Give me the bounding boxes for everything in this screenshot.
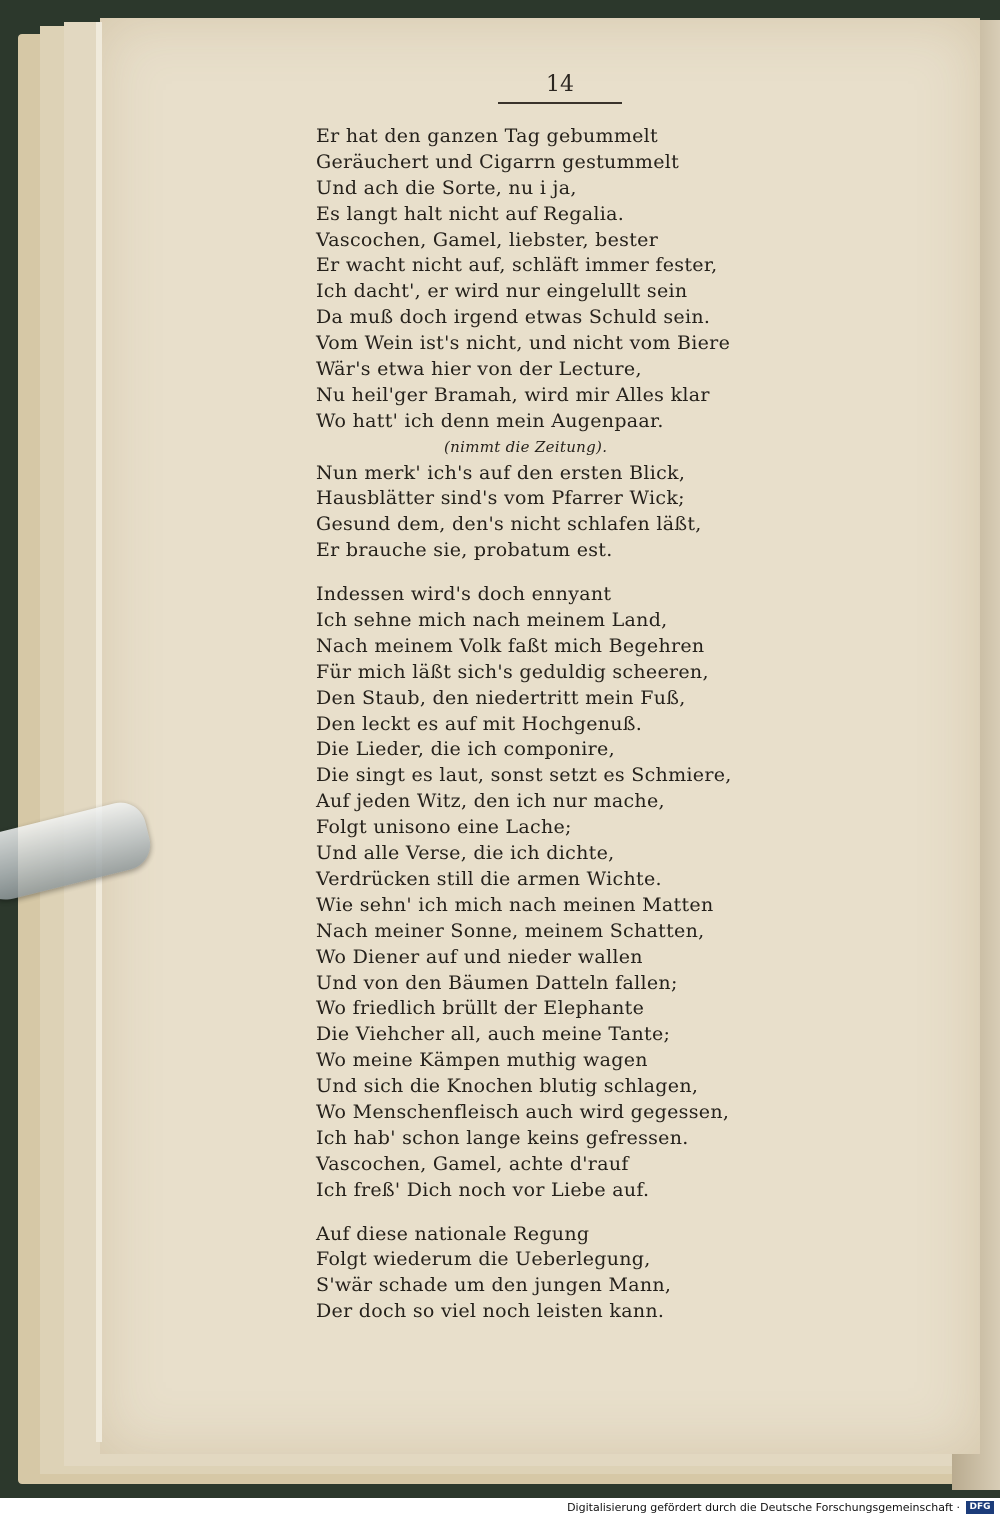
funding-notice: Digitalisierung gefördert durch die Deutsche Forschungsgemeinschaft · xyxy=(567,1501,960,1514)
poem-line: Nun merk' ich's auf den ersten Blick, xyxy=(316,461,686,484)
poem-line: Wo Menschenfleisch auch wird gegessen, xyxy=(316,1100,730,1123)
poem-line: Nu heil'ger Bramah, wird mir Alles klar xyxy=(316,383,710,406)
poem-line: Wo friedlich brüllt der Elephante xyxy=(316,997,645,1020)
page-edge xyxy=(96,22,102,1442)
poem-line: Wo Diener auf und nieder wallen xyxy=(316,945,643,968)
poem-line: Vascochen, Gamel, liebster, bester xyxy=(316,228,659,251)
poem-line: Auf diese nationale Regung xyxy=(316,1222,590,1245)
poem-line: Verdrücken still die armen Wichte. xyxy=(316,867,662,890)
dfg-logo: DFG xyxy=(966,1501,994,1514)
poem-line: Er hat den ganzen Tag gebummelt xyxy=(316,125,658,147)
poem-line: Folgt unisono eine Lache; xyxy=(316,816,572,839)
poem-line: Er brauche sie, probatum est. xyxy=(316,539,613,562)
poem-line: Wär's etwa hier von der Lecture, xyxy=(316,358,642,381)
poem-line: Nach meinem Volk faßt mich Begehren xyxy=(316,634,705,657)
poem-line: Ich hab' schon lange keins gefressen. xyxy=(316,1126,689,1149)
poem-line: Er wacht nicht auf, schläft immer fester, xyxy=(316,254,718,277)
stage-direction: (nimmt die Zeitung). xyxy=(444,437,608,456)
poem-line: S'wär schade um den jungen Mann, xyxy=(316,1274,672,1297)
poem-line: Ich freß' Dich noch vor Liebe auf. xyxy=(316,1178,650,1201)
poem-line: Die Viehcher all, auch meine Tante; xyxy=(316,1023,671,1046)
poem-line: Hausblätter sind's vom Pfarrer Wick; xyxy=(316,487,685,510)
poem-line: Die singt es laut, sonst setzt es Schmiere, xyxy=(316,764,732,787)
page-number-rule xyxy=(498,102,622,104)
poem-line: Für mich läßt sich's geduldig scheeren, xyxy=(316,660,709,683)
poem-line: Geräuchert und Cigarrn gestummelt xyxy=(316,150,680,173)
poem-line: Ich sehne mich nach meinem Land, xyxy=(316,609,668,632)
poem-line: Nach meiner Sonne, meinem Schatten, xyxy=(316,919,705,942)
stanza-gap xyxy=(316,1204,936,1222)
poem-line: Den Staub, den niedertritt mein Fuß, xyxy=(316,686,686,709)
poem-line: Vom Wein ist's nicht, und nicht vom Biere xyxy=(316,332,731,355)
poem-line: Und alle Verse, die ich dichte, xyxy=(316,842,615,865)
poem-line: Folgt wiederum die Ueberlegung, xyxy=(316,1248,651,1271)
poem-line: Und ach die Sorte, nu i ja, xyxy=(316,176,577,199)
stanza-gap xyxy=(316,564,936,582)
poem-line: Vascochen, Gamel, achte d'rauf xyxy=(316,1152,629,1175)
poem-line: Die Lieder, die ich componire, xyxy=(316,738,615,761)
poem-line: Der doch so viel noch leisten kann. xyxy=(316,1300,665,1323)
poem-line: Es langt halt nicht auf Regalia. xyxy=(316,202,625,225)
poem-text xyxy=(316,124,936,1325)
poem-line: Den leckt es auf mit Hochgenuß. xyxy=(316,712,643,735)
poem-line: Indessen wird's doch ennyant xyxy=(316,583,612,606)
poem-line: Da muß doch irgend etwas Schuld sein. xyxy=(316,306,711,329)
poem-line: Gesund dem, den's nicht schlafen läßt, xyxy=(316,513,702,536)
poem-line: Auf jeden Witz, den ich nur mache, xyxy=(316,790,665,813)
page-number: 14 xyxy=(546,72,574,97)
poem-line: Und sich die Knochen blutig schlagen, xyxy=(316,1075,699,1098)
poem-line: Wie sehn' ich mich nach meinen Matten xyxy=(316,893,714,916)
poem-line: Wo meine Kämpen muthig wagen xyxy=(316,1049,648,1072)
poem-line: Wo hatt' ich denn mein Augenpaar. xyxy=(316,409,664,432)
poem-line: Und von den Bäumen Datteln fallen; xyxy=(316,971,678,994)
poem-line: Ich dacht', er wird nur eingelullt sein xyxy=(316,280,688,303)
